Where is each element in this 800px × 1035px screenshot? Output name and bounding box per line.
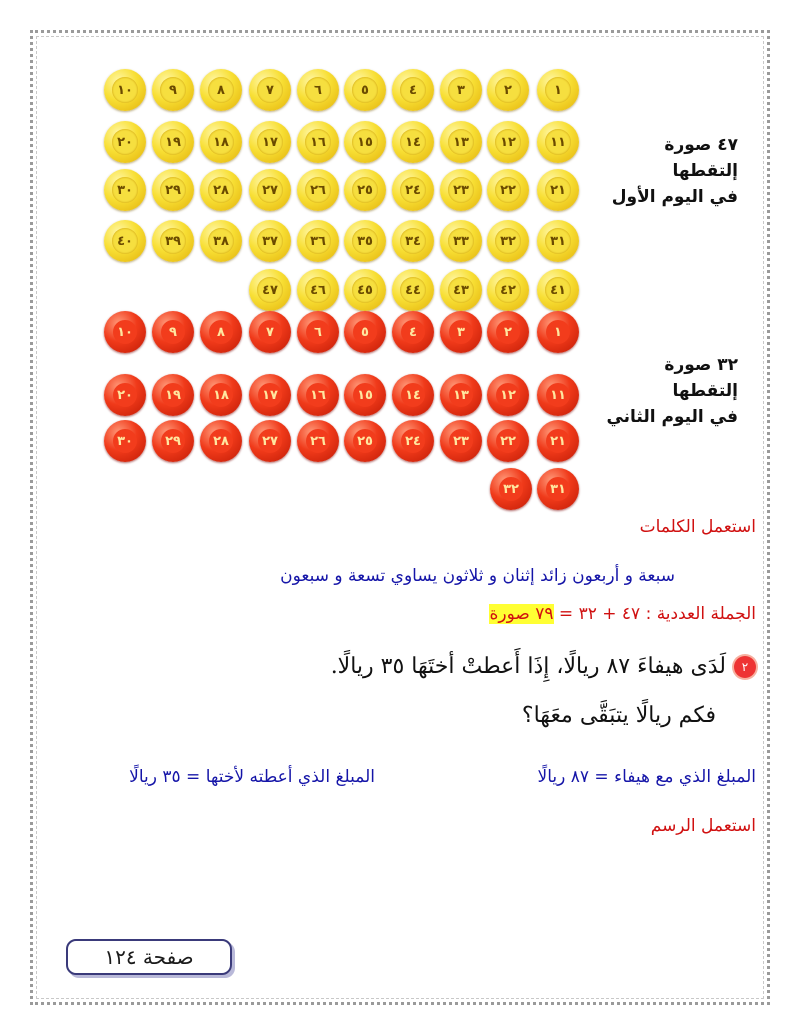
day2-coin: ١٢ xyxy=(487,374,529,416)
day1-coin: ٣٣ xyxy=(440,220,482,262)
day1-coin: ٤٠ xyxy=(104,220,146,262)
day2-coin: ١٣ xyxy=(440,374,482,416)
day2-coin: ٢٦ xyxy=(297,420,339,462)
page-number: صفحة ١٢٤ xyxy=(104,945,194,969)
day1-coin: ٢٧ xyxy=(249,169,291,211)
day1-coin: ٤٧ xyxy=(249,269,291,311)
day2-coin: ٧ xyxy=(249,311,291,353)
day1-coin: ٣٥ xyxy=(344,220,386,262)
day1-coin: ٤٣ xyxy=(440,269,482,311)
day1-coin: ٢٢ xyxy=(487,169,529,211)
day1-coin: ٢٥ xyxy=(344,169,386,211)
day2-coin: ٣٠ xyxy=(104,420,146,462)
day1-coin: ٩ xyxy=(152,69,194,111)
day1-coin: ٣٩ xyxy=(152,220,194,262)
day1-coin: ٢٩ xyxy=(152,169,194,211)
day1-coin: ٣ xyxy=(440,69,482,111)
day2-coin: ٢٢ xyxy=(487,420,529,462)
page-number-box xyxy=(66,939,232,975)
day1-coin: ٢٤ xyxy=(392,169,434,211)
day1-coin: ١٢ xyxy=(487,121,529,163)
day2-coin: ٥ xyxy=(344,311,386,353)
day2-coin: ١٤ xyxy=(392,374,434,416)
day2-coin: ١١ xyxy=(537,374,579,416)
day1-coin: ١٠ xyxy=(104,69,146,111)
day2-coin: ٢٤ xyxy=(392,420,434,462)
day1-coin: ١٤ xyxy=(392,121,434,163)
day1-coin: ٣٦ xyxy=(297,220,339,262)
day1-coin: ٢٣ xyxy=(440,169,482,211)
day1-coin: ٣٨ xyxy=(200,220,242,262)
day2-coin: ٢٥ xyxy=(344,420,386,462)
equation-label: الجملة العددية : xyxy=(645,604,756,624)
day1-coin: ٤٢ xyxy=(487,269,529,311)
day1-coin: ١٩ xyxy=(152,121,194,163)
day2-coin: ٢٨ xyxy=(200,420,242,462)
day2-coin: ٣٢ xyxy=(490,468,532,510)
day1-label xyxy=(588,132,738,210)
day2-coin: ٢ xyxy=(487,311,529,353)
day2-coin: ١ xyxy=(537,311,579,353)
day1-coin: ٧ xyxy=(249,69,291,111)
day1-coin: ١٥ xyxy=(344,121,386,163)
use-drawing-heading: استعمل الرسم xyxy=(650,816,756,836)
day2-coin: ٤ xyxy=(392,311,434,353)
day1-coin: ٦ xyxy=(297,69,339,111)
day2-coin: ٢٠ xyxy=(104,374,146,416)
day1-coin: ٢ xyxy=(487,69,529,111)
day2-coin: ١٦ xyxy=(297,374,339,416)
day1-coin: ٢٨ xyxy=(200,169,242,211)
words-sentence: سبعة و أربعون زائد إثنان و ثلاثون يساوي تسعة و سبعون xyxy=(280,566,675,586)
day2-coin: ٩ xyxy=(152,311,194,353)
amount-given: المبلغ الذي أعطته لأختها = ٣٥ ريالًا xyxy=(129,767,375,787)
day2-coin: ٢١ xyxy=(537,420,579,462)
use-words-heading: استعمل الكلمات xyxy=(639,517,756,537)
equation-line xyxy=(489,604,756,624)
day1-coin: ١٣ xyxy=(440,121,482,163)
amount-haifa: المبلغ الذي مع هيفاء = ٨٧ ريالًا xyxy=(537,767,756,787)
day2-coin: ٨ xyxy=(200,311,242,353)
day1-coin: ٥ xyxy=(344,69,386,111)
day1-coin: ٣٧ xyxy=(249,220,291,262)
day2-coin: ٣١ xyxy=(537,468,579,510)
day1-coin: ٤٦ xyxy=(297,269,339,311)
day1-coin: ٢٦ xyxy=(297,169,339,211)
day1-coin: ٣٢ xyxy=(487,220,529,262)
day1-coin: ٣٠ xyxy=(104,169,146,211)
day1-coin: ٢١ xyxy=(537,169,579,211)
day1-coin: ١ xyxy=(537,69,579,111)
day2-coin: ١٥ xyxy=(344,374,386,416)
question-line-2: فكم ريالًا يتبَقَّى معَهَا؟ xyxy=(521,703,716,728)
day1-label-count: ٤٧ صورة xyxy=(664,135,738,155)
question-number-badge: ٢ xyxy=(734,656,756,678)
question-line-1 xyxy=(331,654,756,679)
day2-coin: ١٩ xyxy=(152,374,194,416)
day2-coin: ٢٣ xyxy=(440,420,482,462)
day1-coin: ٤٥ xyxy=(344,269,386,311)
day2-coin: ٦ xyxy=(297,311,339,353)
day1-label-day: في اليوم الأول xyxy=(611,187,738,207)
equation-expression: ٤٧ + ٣٢ = xyxy=(558,604,641,624)
day2-label-verb: إلتقطها xyxy=(672,381,738,401)
day2-coin: ١٠ xyxy=(104,311,146,353)
day1-coin: ١٧ xyxy=(249,121,291,163)
day2-label-count: ٣٢ صورة xyxy=(664,355,738,375)
question-text-1: لَدَى هيفاءَ ٨٧ ريالًا، إِذَا أَعطتْ أختَهَا ٣٥ ريالًا. xyxy=(330,654,726,679)
day2-coin: ٣ xyxy=(440,311,482,353)
day1-coin: ٣٤ xyxy=(392,220,434,262)
day1-coin: ٤ xyxy=(392,69,434,111)
day2-coin: ١٧ xyxy=(249,374,291,416)
day2-label-day: في اليوم الثاني xyxy=(606,407,738,427)
day1-coin: ١٨ xyxy=(200,121,242,163)
day1-coin: ٤٤ xyxy=(392,269,434,311)
day1-label-verb: إلتقطها xyxy=(672,161,738,181)
day2-label xyxy=(588,352,738,430)
day1-coin: ١١ xyxy=(537,121,579,163)
equation-answer: ٧٩ صورة xyxy=(489,604,554,624)
day2-coin: ١٨ xyxy=(200,374,242,416)
day2-coin: ٢٧ xyxy=(249,420,291,462)
day1-coin: ١٦ xyxy=(297,121,339,163)
day2-coin: ٢٩ xyxy=(152,420,194,462)
day1-coin: ٢٠ xyxy=(104,121,146,163)
day1-coin: ٤١ xyxy=(537,269,579,311)
day1-coin: ٨ xyxy=(200,69,242,111)
day1-coin: ٣١ xyxy=(537,220,579,262)
